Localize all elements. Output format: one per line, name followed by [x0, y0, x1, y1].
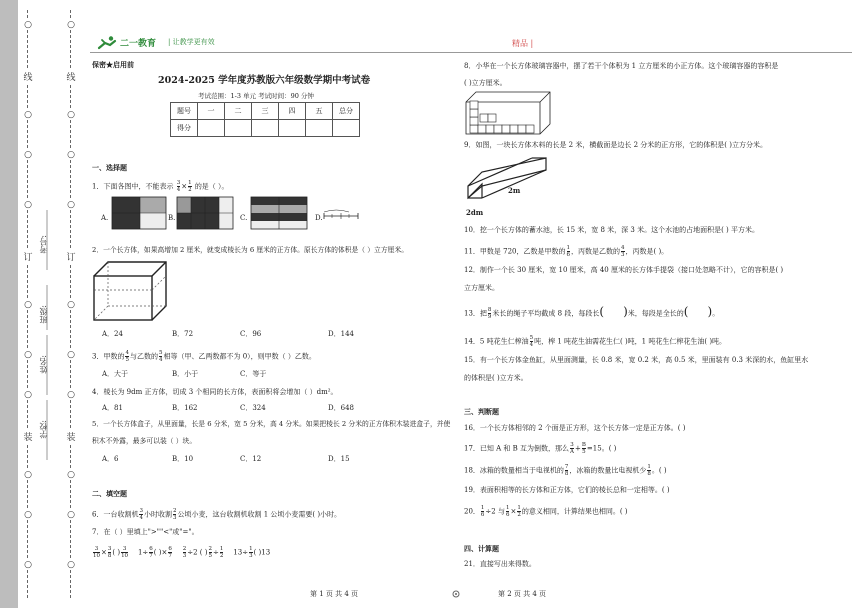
score-input-cell[interactable] [252, 120, 279, 137]
q3-text-c: 相等（甲、乙两数都不为 0），则甲数（ ）乙数。 [163, 352, 316, 361]
page-center-icon [452, 590, 460, 598]
question-15b: 的体积是( )立方米。 [464, 374, 528, 382]
q1-figure-c [251, 197, 309, 231]
q14-text-b: 吨，榨 1 吨花生油需花生仁( )吨，1 吨花生仁榨花生油( )吨。 [534, 337, 727, 346]
q17-text-b: 。( ) [601, 444, 617, 453]
q9-length-label: 2m [508, 186, 521, 195]
q3-text-a: 3．甲数的 [92, 352, 125, 361]
q8-container-figure [466, 92, 552, 136]
q7-op: ÷ [213, 548, 219, 557]
page1-footer: 第 1 页 共 4 页 [310, 590, 359, 598]
fraction: $\frac{5}{4}$ [158, 350, 163, 363]
fraction: $\frac{5}{4}$ [529, 335, 534, 348]
q11-text-a: 11．甲数是 720，乙数是甲数的 [464, 247, 566, 256]
outer-seal-char: ○ [22, 110, 34, 120]
score-label-cell: 得分 [171, 120, 198, 137]
outer-seal-char: ○ [22, 350, 34, 360]
outer-seal-char: 线 [22, 70, 34, 83]
question-9: 9．如图，一块长方体木料的长是 2 米，横截面是边长 2 分米的正方形，它的体积是( )立方分米。 [464, 141, 767, 149]
question-1: 1．下面各图中，不能表示 $\frac{3}{4}$ × $\frac{1}{2}$ 的是（ ）。 [92, 180, 229, 193]
binding-strip [0, 0, 18, 608]
q9-side-label: 2dm [466, 208, 484, 217]
q7-op: × [101, 548, 107, 557]
field-exam-number[interactable]: 考号: [39, 235, 48, 254]
question-10: 10．挖一个长方体的蓄水池，长 15 米，宽 8 米，深 3 米。这个水池的占地面积是( ) 平方米。 [464, 226, 759, 234]
fraction: $\frac{6}{7}$ [149, 546, 153, 559]
outer-seal-char: ○ [22, 470, 34, 480]
q1-option-c[interactable]: C. [240, 214, 248, 222]
q13-blank-2[interactable]: ( ) [683, 304, 713, 319]
question-13: 13．把 $\frac{8}{9}$ 米长的绳子平均截成 8 段，每段长( )米，每段是全长的( )。 [464, 304, 720, 320]
runner-icon [96, 36, 120, 50]
question-21: 21．直接写出来得数。 [464, 560, 536, 568]
q7-blank[interactable]: ( )× [153, 548, 168, 557]
premium-badge: 精品 | [512, 39, 534, 48]
fraction: $\frac{3}{8}$ [107, 546, 112, 559]
answer-option[interactable]: B．10 [172, 455, 194, 463]
answer-option[interactable]: B．小于 [172, 370, 199, 378]
question-2: 2．一个长方体，如果高增加 2 厘米，就变成棱长为 6 厘米的正方体。原长方体的体积是（ ）立方厘米。 [92, 246, 409, 254]
q13-text-c: 米，每段是全长的 [627, 309, 684, 318]
score-header-cell: 题号 [171, 103, 198, 120]
field-school[interactable]: 学校: [39, 420, 48, 439]
inner-seal-char: ○ [65, 20, 77, 30]
premium-text: 精品 [512, 39, 528, 48]
binding-margin [0, 0, 88, 608]
q18-text-b: ，冰箱的数量比电视机少 [569, 466, 647, 475]
question-12a: 12．制作一个长 30 厘米，宽 10 厘米，高 40 厘米的长方体手提袋（接口处忽略不计），它的容积是( ) [464, 266, 784, 274]
exam-meta: 考试范围：1-3 单元 考试时间：90 分钟 [198, 92, 314, 100]
inner-seal-char: 装 [65, 430, 77, 443]
fraction: $\frac{1}{8}$ [647, 464, 651, 477]
answer-option[interactable]: C．324 [240, 404, 266, 412]
inner-seal-char: ○ [65, 510, 77, 520]
q20-text-b: 的意义相同，计算结果也相同。( ) [521, 507, 628, 516]
question-20: 20． $\frac{1}{6}$ ÷2 与 $\frac{1}{6}$ × $\frac{1}{2}$ 的意义相同，计算结果也相同。( ) [464, 505, 628, 518]
secret-label: 保密★启用前 [92, 60, 134, 69]
question-19: 19．表面积相等的长方体和正方体，它们的棱长总和一定相等。( ) [464, 486, 670, 494]
q6-text-c: 公顷小麦，这台收割机收割 1 公顷小麦需要( )小时。 [177, 510, 342, 519]
fraction: $\frac{1}{6}$ [566, 245, 570, 258]
q1-figure-b [177, 197, 237, 231]
score-header-cell: 三 [252, 103, 279, 120]
header-rule [90, 52, 852, 53]
question-5b: 积木不外露，最多可以装（ ）块。 [92, 437, 197, 445]
question-7: 7．在（ ）里填上">""<"或"="。 [92, 528, 199, 536]
fraction: $\frac{2}{3}$ [182, 546, 187, 559]
question-18 [464, 464, 667, 477]
answer-option[interactable]: A．24 [102, 330, 123, 338]
inner-seal-char: ○ [65, 470, 77, 480]
fraction: $\frac{6}{7}$ [168, 546, 172, 559]
inner-seal-char: ○ [65, 300, 77, 310]
slogan: | 让教学更有效 [168, 38, 215, 46]
section-calc: 四、计算题 [464, 545, 499, 553]
score-header-row [171, 103, 360, 120]
score-header-cell: 四 [279, 103, 306, 120]
fraction: $\frac{7}{8}$ [564, 464, 569, 477]
fraction: $\frac{1}{2}$ [219, 546, 224, 559]
fraction: $\frac{3}{10}$ [121, 546, 129, 559]
fraction: $\frac{3}{4}$ [176, 180, 181, 193]
score-header-cell: 二 [225, 103, 252, 120]
fraction: $\frac{1}{3}$ [249, 546, 253, 559]
q7-op: 1÷ [137, 548, 149, 557]
score-input-cell[interactable] [225, 120, 252, 137]
q3-text-b: 与乙数的 [129, 352, 158, 361]
outer-seal-char: ○ [22, 150, 34, 160]
outer-seal-char: 装 [22, 430, 34, 443]
score-input-cell[interactable] [198, 120, 225, 137]
question-3 [92, 350, 316, 363]
fraction: $\frac{3}{4}$ [139, 508, 143, 521]
slogan-text: 让教学更有效 [172, 38, 215, 46]
q7-blank[interactable]: ÷2 ( ) [187, 548, 208, 557]
question-6 [92, 508, 341, 521]
q2-cuboid-figure [94, 260, 168, 322]
inner-seal-char: ○ [65, 200, 77, 210]
score-input-cell[interactable] [279, 120, 306, 137]
answer-option[interactable]: D．15 [328, 455, 350, 463]
fraction: $\frac{1}{6}$ [480, 505, 485, 518]
q1-figure-d [324, 210, 360, 222]
q6-text-b: 小时收割 [143, 510, 172, 519]
q18-text-c: 。( ) [651, 466, 667, 475]
answer-option[interactable]: A．大于 [102, 370, 129, 378]
question-8b: ( )立方厘米。 [464, 79, 507, 87]
inner-seal-char: 线 [65, 70, 77, 83]
score-header-cell: 总分 [333, 103, 360, 120]
exam-title: 2024-2025 学年度苏教版六年级数学期中考试卷 [158, 75, 371, 86]
answer-option[interactable]: D．648 [328, 404, 354, 412]
q13-text-b: 米长的绳子平均截成 8 段，每段长 [492, 309, 600, 318]
fraction: $\frac{8}{9}$ [487, 307, 492, 320]
fraction: $\frac{B}{5}$ [581, 442, 586, 455]
answer-option[interactable]: B．162 [172, 404, 198, 412]
q14-text-a: 14．5 吨花生仁榨油 [464, 337, 529, 346]
score-table [170, 102, 360, 137]
question-12b: 立方厘米。 [464, 284, 499, 292]
outer-seal-char: ○ [22, 510, 34, 520]
answer-option[interactable]: C．12 [240, 455, 262, 463]
question-8a: 8．小华在一个长方体玻璃容器中，摆了若干个体积为 1 立方厘米的小正方体。这个玻璃容器的容积是 [464, 62, 779, 70]
field-underlines [46, 0, 48, 608]
q1-option-a[interactable]: A. [101, 214, 109, 222]
q1-text: 1．下面各图中，不能表示 [92, 182, 174, 191]
score-input-cell[interactable] [306, 120, 333, 137]
answer-option[interactable]: C．等于 [240, 370, 267, 378]
score-header-cell: 一 [198, 103, 225, 120]
inner-seal-char: ○ [65, 150, 77, 160]
inner-seal-char: 订 [65, 250, 77, 263]
q1-option-d[interactable]: D. [315, 214, 323, 222]
inner-seal-char: ○ [65, 350, 77, 360]
score-header-cell: 五 [306, 103, 333, 120]
fraction: $\frac{4}{3}$ [621, 245, 625, 258]
q9-wood-figure [468, 158, 548, 208]
section-judge: 三、判断题 [464, 408, 499, 416]
answer-option[interactable]: C．96 [240, 330, 262, 338]
question-16: 16．一个长方体相邻的 2 个面是正方形，这个长方体一定是正方体。( ) [464, 424, 686, 432]
question-5a: 5．一个长方体盒子，从里面量，长是 6 分米，宽 5 分米，高 4 分米。如果把棱长 2 分米的正方体积木装进盒子，并使 [92, 420, 451, 428]
fraction: $\frac{2}{5}$ [208, 546, 212, 559]
inner-seal-char: ○ [65, 390, 77, 400]
outer-seal-char: 订 [22, 250, 34, 263]
question-4: 4．棱长为 9dm 正方体，切成 3 个相同的长方体，表面积将会增加（ ）dm²。 [92, 388, 338, 396]
q17-text-a: 17．已知 A 和 B 互为倒数，那么 [464, 444, 570, 453]
q1-text-b: 的是（ ）。 [194, 182, 229, 191]
q18-text-a: 18．冰箱的数量相当于电视机的 [464, 466, 564, 475]
outer-seal-char: ○ [22, 20, 34, 30]
inner-seal-char: ○ [65, 560, 77, 570]
answer-option[interactable]: D．144 [328, 330, 354, 338]
question-15a: 15．有一个长方体金鱼缸，从里面测量，长 0.8 米，宽 0.2 米，高 0.5 米，里面装有 0.3 米深的水，鱼缸里水 [464, 356, 809, 364]
fraction: $\frac{3}{A}$ [570, 442, 574, 455]
answer-option[interactable]: A．81 [102, 404, 123, 412]
field-name[interactable]: 姓名: [39, 355, 48, 374]
logo-text: 二一教育 [120, 39, 157, 49]
section-fill: 二、填空题 [92, 490, 127, 498]
outer-seal-char: ○ [22, 560, 34, 570]
answer-option[interactable]: A．6 [102, 455, 119, 463]
question-11 [464, 245, 668, 258]
q6-text-a: 6．一台收割机 [92, 510, 139, 519]
q13-text-a: 13．把 [464, 309, 487, 318]
fraction: $\frac{2}{3}$ [172, 508, 177, 521]
fraction: $\frac{1}{6}$ [505, 505, 510, 518]
question-17: 17．已知 A 和 B 互为倒数，那么 $\frac{3}{A}$ + $\frac{B}{5}$ =15。( ) [464, 442, 617, 455]
answer-option[interactable]: B．72 [172, 330, 194, 338]
fraction: $\frac{1}{2}$ [517, 505, 521, 518]
q1-option-b[interactable]: B. [168, 214, 176, 222]
question-7-items [92, 546, 270, 559]
fraction: $\frac{4}{5}$ [125, 350, 129, 363]
fraction: $\frac{1}{2}$ [188, 180, 192, 193]
outer-seal-char: ○ [22, 200, 34, 210]
section-choice: 一、选择题 [92, 164, 127, 172]
q11-text-c: ，丙数是( )。 [625, 247, 669, 256]
score-input-cell[interactable] [333, 120, 360, 137]
q7-blank[interactable]: ( ) [112, 548, 121, 557]
q7-blank[interactable]: ( )13 [253, 548, 271, 557]
q20-text-a: 20． [464, 507, 480, 516]
q1-figure-a [112, 197, 168, 231]
q7-op: 13÷ [233, 548, 249, 557]
q11-text-b: ，丙数是乙数的 [571, 247, 620, 256]
page2-footer: 第 2 页 共 4 页 [498, 590, 547, 598]
field-class[interactable]: 班级: [39, 305, 48, 324]
inner-seal-char: ○ [65, 110, 77, 120]
outer-seal-char: ○ [22, 300, 34, 310]
fraction: $\frac{3}{10}$ [93, 546, 100, 559]
score-row [171, 120, 360, 137]
outer-seal-char: ○ [22, 390, 34, 400]
question-14 [464, 335, 726, 348]
q13-blank-1[interactable]: ( ) [599, 304, 628, 319]
